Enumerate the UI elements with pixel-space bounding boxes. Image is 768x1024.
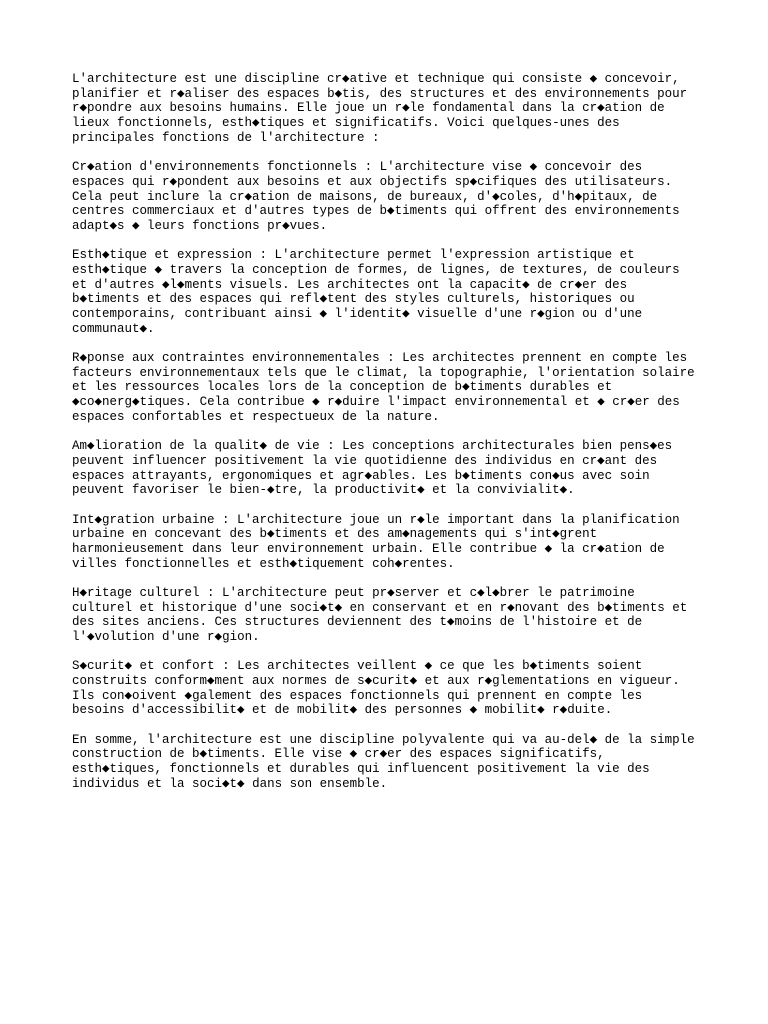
paragraph-cultural-heritage: H◆ritage culturel : L'architecture peut pr◆server et c◆l◆brer le patrimoine culturel et historique d'une soci◆t◆ en conservant et en r◆novant des b◆timents et des sites anciens. Ces structures deviennent des t◆moins de l'histoire et de l'◆volution d'une r◆gion. [72, 585, 688, 645]
intro-paragraph: L'architecture est une discipline cr◆ative et technique qui consiste ◆ concevoir, planifier et r◆aliser des espaces b◆tis, des structures et des environnements pour r◆pondre aux besoins humains. Elle joue un r◆le fondamental dans la cr◆ation de lieux fonctionnels, esth◆tiques et significatifs. Voici quelques-unes des principales fonctions de l'architecture : [72, 72, 688, 145]
paragraph-urban-integration: Int◆gration urbaine : L'architecture joue un r◆le important dans la planification urbaine en concevant des b◆timents et des am◆nagements qui s'int◆grent harmonieusement dans leur environnement urbain. Elle contribue ◆ la cr◆ation de villes fonctionnelles et esth◆tiquement coh◆rentes. [72, 512, 680, 571]
paragraph-aesthetics-expression: Esth◆tique et expression : L'architecture permet l'expression artistique et esth◆tique ◆ travers la conception de formes, de lignes, de textures, de couleurs et d'autres ◆l◆ments visuels. Les architectes ont la capacit◆ de cr◆er des b◆timents et des espaces qui refl◆tent des styles culturels, historiques ou contemporains, contribuant ainsi ◆ l'identit◆ visuelle d'une r◆gion ou d'une communaut◆. [72, 248, 680, 336]
paragraph-environmental-constraints: R◆ponse aux contraintes environnementales : Les architectes prennent en compte les facteurs environnementaux tels que le climat, la topographie, l'orientation solaire et les ressources locales lors de la conception de b◆timents durables et ◆co◆nerg◆tiques. Cela contribue ◆ r◆duire l'impact environnemental et ◆ cr◆er des espaces confortables et respectueux de la nature. [72, 351, 695, 424]
conclusion-paragraph: En somme, l'architecture est une discipline polyvalente qui va au-del◆ de la simple construction de b◆timents. Elle vise ◆ cr◆er des espaces significatifs, esth◆tiques, fonctionnels et durables qui influencent positivement la vie des individus et la soci◆t◆ dans son ensemble. [72, 732, 695, 791]
document-page [72, 72, 712, 806]
paragraph-functional-environments: Cr◆ation d'environnements fonctionnels : L'architecture vise ◆ concevoir des espaces qui r◆pondent aux besoins et aux objectifs sp◆cifiques des utilisateurs. Cela peut inclure la cr◆ation de maisons, de bureaux, d'◆coles, d'h◆pitaux, de centres commerciaux et d'autres types de b◆timents qui offrent des environnements adapt◆s ◆ leurs fonctions pr◆vues. [72, 160, 680, 233]
paragraph-safety-comfort: S◆curit◆ et confort : Les architectes veillent ◆ ce que les b◆timents soient construits conform◆ment aux normes de s◆curit◆ et aux r◆glementations en vigueur. Ils con◆oivent ◆galement des espaces fonctionnels qui prennent en compte les besoins d'accessibilit◆ et de mobilit◆ des personnes ◆ mobilit◆ r◆duite. [72, 659, 680, 718]
paragraph-quality-of-life: Am◆lioration de la qualit◆ de vie : Les conceptions architecturales bien pens◆es peuvent influencer positivement la vie quotidienne des individus en cr◆ant des espaces attrayants, ergonomiques et agr◆ables. Les b◆timents con◆us avec soin peuvent favoriser le bien-◆tre, la productivit◆ et la convivialit◆. [72, 439, 673, 498]
